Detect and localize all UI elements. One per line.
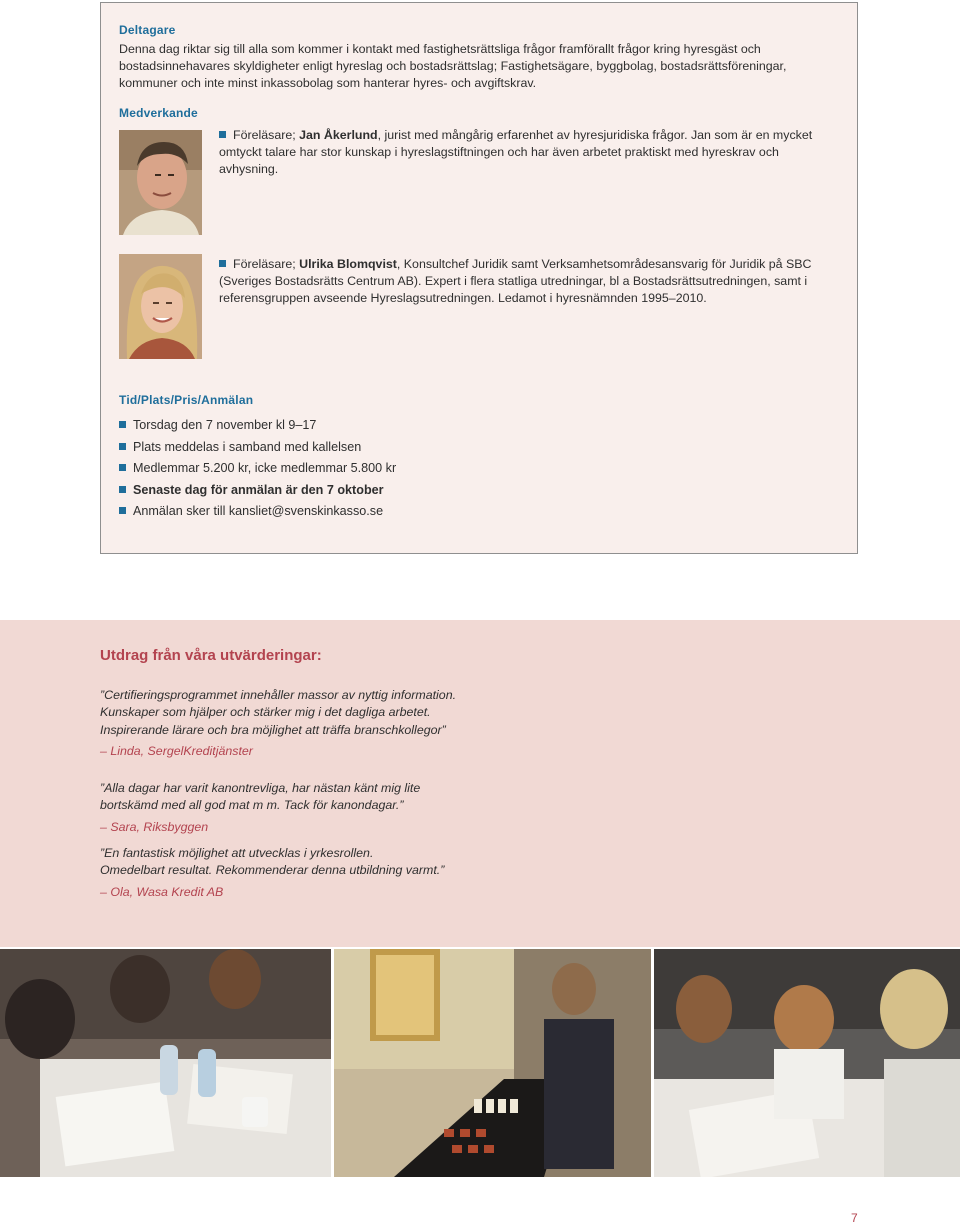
testimonial-quote	[100, 780, 420, 836]
tpp-item-date	[119, 417, 396, 439]
speaker-photo-jan	[119, 130, 202, 235]
tpp-item-text: Medlemmar 5.200 kr, icke medlemmar 5.800 kr	[133, 461, 397, 475]
tpp-item-place	[119, 439, 396, 461]
bullet-square-icon	[219, 260, 226, 267]
photo-participants-reading	[654, 949, 960, 1177]
quote-line: Inspirerande lärare och bra möjlighet att träffa branschkollegor”	[100, 722, 446, 737]
tpp-item-deadline	[119, 482, 396, 504]
photo-participants-studying	[0, 949, 331, 1177]
quote-author: – Sara, Riksbyggen	[100, 819, 209, 834]
bullet-square-icon	[119, 464, 126, 471]
tpp-item-text: Anmälan sker till kansliet@svenskinkasso.se	[133, 504, 384, 518]
portrait-man-image	[119, 130, 202, 235]
quote-author: – Linda, SergelKreditjänster	[100, 743, 253, 758]
photo-strip	[0, 949, 960, 1177]
bullet-square-icon	[119, 443, 126, 450]
quote-author: – Ola, Wasa Kredit AB	[100, 884, 224, 899]
quote-line: ”Certifieringsprogrammet innehåller massor av nyttig information.	[100, 688, 457, 702]
bullet-square-icon	[119, 507, 126, 514]
classroom-photo-image	[654, 949, 960, 1177]
speaker-name: Jan Åkerlund	[299, 128, 378, 142]
testimonials-section	[0, 620, 960, 947]
speaker-description: , jurist med mångårig erfarenhet av hyresjuridiska frågor. Jan som är en mycket omtyckt talare har stor kunskap i hyreslagstiftningen och har även arbetet praktiskt med hyreskrav och avhysning.	[219, 128, 813, 176]
buffet-photo-image	[334, 949, 651, 1177]
quote-line: ”Alla dagar har varit kanontrevliga, har nästan känt mig lite	[100, 781, 421, 795]
tpp-item-text: Torsdag den 7 november kl 9–17	[133, 418, 317, 432]
speaker-role: Föreläsare;	[233, 257, 300, 271]
photo-buffet	[334, 949, 651, 1177]
quote-line: ”En fantastisk möjlighet att utvecklas i yrkesrollen.	[100, 846, 374, 860]
tpp-list	[119, 417, 396, 525]
speaker-bio-jan	[219, 127, 835, 178]
deltagare-text: Denna dag riktar sig till alla som kommer i kontakt med fastighetsrättsliga frågor framförallt frågor kring hyresgäst och bostadsinnehavares skyldigheter enligt hyreslag och bostadsrättslag; Fastighetsägare, byggbolag, bostadsrättsföreningar, kommuner och inte minst inkassobolag som hanterar hyres- och avgiftskrav.	[119, 42, 787, 90]
classroom-photo-image	[0, 949, 331, 1177]
quote-line: bortskämd med all god mat m m. Tack för kanondagar.”	[100, 798, 404, 813]
testimonial-quote	[100, 687, 456, 760]
speaker-photo-ulrika	[119, 254, 202, 359]
quote-line: Kunskaper som hjälper och stärker mig i det dagliga arbetet.	[100, 705, 431, 720]
tpp-item-registration	[119, 503, 396, 525]
bullet-square-icon	[119, 486, 126, 493]
course-info-box	[100, 2, 858, 554]
tpp-item-text: Senaste dag för anmälan är den 7 oktober	[133, 482, 384, 497]
speaker-name: Ulrika Blomqvist	[299, 257, 397, 271]
speaker-bio-ulrika	[219, 256, 835, 307]
speaker-role: Föreläsare;	[233, 128, 300, 142]
tpp-heading: Tid/Plats/Pris/Anmälan	[119, 393, 254, 407]
quote-line: Omedelbart resultat. Rekommenderar denna utbildning varmt.”	[100, 863, 445, 878]
testimonials-heading: Utdrag från våra utvärderingar:	[100, 647, 322, 664]
bullet-square-icon	[219, 131, 226, 138]
tpp-item-text: Plats meddelas i samband med kallelsen	[133, 439, 362, 454]
page-number: 7	[851, 1211, 858, 1225]
deltagare-heading: Deltagare	[119, 23, 176, 37]
testimonial-quote	[100, 845, 444, 901]
portrait-woman-image	[119, 254, 202, 359]
medverkande-heading: Medverkande	[119, 106, 198, 120]
speaker-description: , Konsultchef Juridik samt Verksamhetsområdesansvarig för Juridik på SBC (Sveriges Bostadsrätts Centrum AB). Expert i flera statliga utredningar, bl a Bostadsrättsutredningen, samt i referensgruppen avseende Hyreslagsutredningen. Ledamot i hyresnämnden 1995–2010.	[219, 257, 812, 305]
bullet-square-icon	[119, 421, 126, 428]
tpp-item-price	[119, 460, 396, 482]
